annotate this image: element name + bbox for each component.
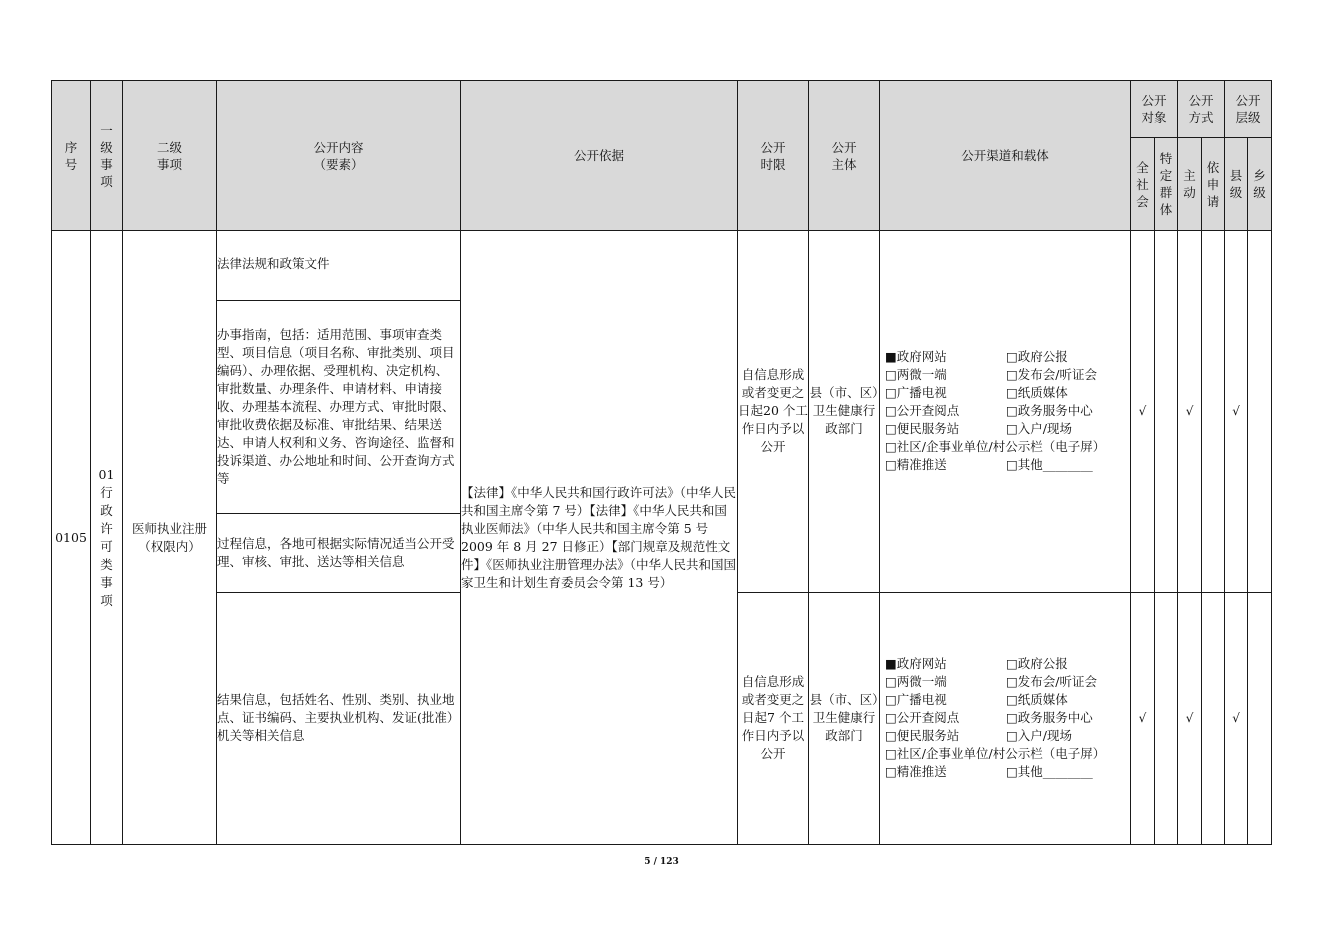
header-basis: 公开依据	[461, 81, 738, 231]
channel-board: □社区/企事业单位/村公示栏（电子屏）	[885, 746, 1106, 762]
cell-level2: 医师执业注册（权限内）	[123, 231, 217, 845]
page-number: 5 / 123	[644, 857, 679, 867]
header-county: 县级	[1225, 138, 1248, 231]
channel-push: □精准推送	[885, 457, 947, 473]
channel-gov-bulletin: □政府公报	[1006, 349, 1068, 365]
header-content: 公开内容 （要素）	[217, 81, 461, 231]
check-on-request-a	[1202, 231, 1225, 592]
header-specific-group: 特定群体	[1155, 138, 1178, 231]
header-target: 公开 对象	[1131, 81, 1178, 138]
disclosure-table	[51, 80, 1272, 845]
channel-tv: □广播电视	[885, 385, 947, 401]
channel-tv: □广播电视	[885, 692, 947, 708]
cell-subject-a: 县（市、区）卫生健康行政部门	[809, 231, 880, 592]
header-level1: 一级事项	[91, 81, 123, 231]
cell-level1: 01 行政许可类事项	[91, 231, 123, 845]
check-all-society-a: √	[1131, 231, 1155, 592]
channel-paper: □纸质媒体	[1006, 385, 1068, 401]
header-township: 乡级	[1248, 138, 1272, 231]
channel-other: □其他________	[1006, 764, 1093, 780]
channel-service-center: □政务服务中心	[1006, 403, 1093, 419]
check-active-b: √	[1178, 592, 1202, 844]
channel-press: □发布会/听证会	[1006, 674, 1098, 690]
cell-seq: 0105	[52, 231, 91, 845]
header-level2: 二级事项	[123, 81, 217, 231]
check-active-a: √	[1178, 231, 1202, 592]
check-county-a: √	[1225, 231, 1248, 592]
check-specific-group-b	[1155, 592, 1178, 844]
cell-channel-a	[880, 231, 1131, 592]
check-county-b: √	[1225, 592, 1248, 844]
cell-channel-b	[880, 592, 1131, 844]
header-method: 公开 方式	[1178, 81, 1225, 138]
content-guide: 办事指南，包括：适用范围、事项审查类型、项目信息（项目名称、审批类别、项目编码）、办理依据、受理机构、决定机构、审批数量、办理条件、申请材料、申请接收、办理基本流程、办理方式、审批时限、审批收费依据及标准、审批结果、结果送达、申请人权利和义务、咨询途径、监督和投诉渠道、办公地址和时间、公开查询方式等	[217, 301, 461, 513]
channel-service-center: □政务服务中心	[1006, 710, 1093, 726]
channel-push: □精准推送	[885, 764, 947, 780]
channel-paper: □纸质媒体	[1006, 692, 1068, 708]
content-laws: 法律法规和政策文件	[217, 231, 461, 301]
channel-other: □其他________	[1006, 457, 1093, 473]
channel-two-one: □两微一端	[885, 674, 947, 690]
channel-gov-site: ■政府网站	[885, 656, 947, 672]
content-process: 过程信息，各地可根据实际情况适当公开受理、审核、审批、送达等相关信息	[217, 513, 461, 592]
channel-door: □入户/现场	[1006, 728, 1073, 744]
check-all-society-b: √	[1131, 592, 1155, 844]
channel-convenience: □便民服务站	[885, 728, 960, 744]
header-all-society: 全社会	[1131, 138, 1155, 231]
channel-gov-bulletin: □政府公报	[1006, 656, 1068, 672]
content-result: 结果信息，包括姓名、性别、类别、执业地点、证书编码、主要执业机构、发证(批准）机关等相关信息	[217, 592, 461, 844]
channel-board: □社区/企事业单位/村公示栏（电子屏）	[885, 439, 1106, 455]
header-tier: 公开 层级	[1225, 81, 1272, 138]
header-seq: 序号	[52, 81, 91, 231]
header-on-request: 依申请	[1202, 138, 1225, 231]
channel-press: □发布会/听证会	[1006, 367, 1098, 383]
check-specific-group-a	[1155, 231, 1178, 592]
channel-two-one: □两微一端	[885, 367, 947, 383]
cell-limit-a: 自信息形成或者变更之日起20 个工作日内予以公开	[738, 231, 809, 592]
check-township-b	[1248, 592, 1272, 844]
cell-subject-b: 县（市、区）卫生健康行政部门	[809, 592, 880, 844]
channel-convenience: □便民服务站	[885, 421, 960, 437]
channel-lookup: □公开查阅点	[885, 403, 960, 419]
check-township-a	[1248, 231, 1272, 592]
header-limit: 公开 时限	[738, 81, 809, 231]
header-channel: 公开渠道和载体	[880, 81, 1131, 231]
channel-lookup: □公开查阅点	[885, 710, 960, 726]
cell-limit-b: 自信息形成或者变更之日起7 个工作日内予以公开	[738, 592, 809, 844]
header-active: 主动	[1178, 138, 1202, 231]
header-subject: 公开 主体	[809, 81, 880, 231]
channel-door: □入户/现场	[1006, 421, 1073, 437]
channel-gov-site: ■政府网站	[885, 349, 947, 365]
check-on-request-b	[1202, 592, 1225, 844]
cell-basis: 【法律】《中华人民共和国行政许可法》（中华人民共和国主席令第 7 号）【法律】《中华人民共和国执业医师法》（中华人民共和国主席令第 5 号 2009 年 8 月 27 日修正）【部门规章及规范性文件】《医师执业注册管理办法》（中华人民共和国国家卫生和计划生育委员会令第 13 号）	[461, 231, 738, 845]
